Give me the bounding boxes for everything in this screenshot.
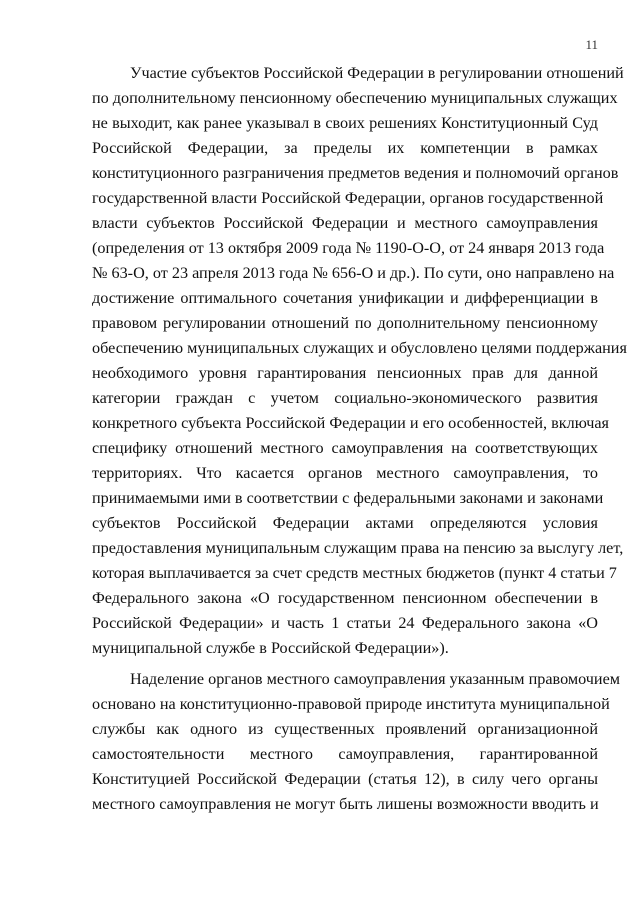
- page-number: 11: [585, 37, 598, 52]
- paragraph-1-line: необходимого уровня гарантирования пенсионных прав для данной: [92, 364, 598, 382]
- paragraph-2-line: основано на конституционно-правовой природе института муниципальной: [92, 695, 610, 713]
- paragraph-2-line: местного самоуправления не могут быть лишены возможности вводить и: [92, 795, 599, 813]
- paragraph-1-line: конституционного разграничения предметов ведения и полномочий органов: [92, 164, 619, 182]
- paragraph-1-line: конкретного субъекта Российской Федерации и его особенностей, включая: [92, 414, 609, 432]
- paragraph-2-line: Наделение органов местного самоуправления указанным правомочием: [130, 670, 621, 688]
- paragraph-1-line: территориях. Что касается органов местного самоуправления, то: [92, 464, 598, 482]
- paragraph-1-line: специфику отношений местного самоуправления на соответствующих: [92, 439, 598, 457]
- paragraph-1-line: предоставления муниципальным служащим права на пенсию за выслугу лет,: [92, 539, 624, 557]
- paragraph-1-line: принимаемыми ими в соответствии с федеральными законами и законами: [92, 489, 604, 507]
- paragraph-1-line: Федерального закона «О государственном пенсионном обеспечении в: [92, 589, 598, 607]
- paragraph-1-line: № 63-О, от 23 апреля 2013 года № 656-О и др.). По сути, оно направлено на: [92, 264, 615, 282]
- paragraph-1-line: (определения от 13 октября 2009 года № 1190-О-О, от 24 января 2013 года: [92, 239, 605, 257]
- paragraph-2-line: самостоятельности местного самоуправления, гарантированной: [92, 745, 598, 763]
- paragraph-1-line: Российской Федерации, за пределы их компетенции в рамках: [92, 139, 598, 157]
- paragraph-2-line: Конституцией Российской Федерации (статья 12), в силу чего органы: [92, 770, 598, 788]
- paragraph-2-line: службы как одного из существенных проявлений организационной: [92, 720, 598, 738]
- paragraph-1-line: которая выплачивается за счет средств местных бюджетов (пункт 4 статьи 7: [92, 564, 617, 582]
- paragraph-1-line: Российской Федерации» и часть 1 статьи 24 Федерального закона «О: [92, 614, 598, 632]
- paragraph-1-line: правовом регулировании отношений по дополнительному пенсионному: [92, 314, 598, 332]
- paragraph-1-line: обеспечению муниципальных служащих и обусловлено целями поддержания: [92, 339, 627, 357]
- paragraph-1-line: государственной власти Российской Федерации, органов государственной: [92, 189, 604, 207]
- paragraph-1-line: муниципальной службе в Российской Федерации»).: [92, 639, 449, 657]
- paragraph-1-line: не выходит, как ранее указывал в своих решениях Конституционный Суд: [92, 114, 598, 132]
- paragraph-1-line: по дополнительному пенсионному обеспечению муниципальных служащих: [92, 89, 618, 107]
- paragraph-1-line: категории граждан с учетом социально-экономического развития: [92, 389, 598, 407]
- paragraph-1-line: власти субъектов Российской Федерации и местного самоуправления: [92, 214, 598, 232]
- paragraph-1-line: достижение оптимального сочетания унификации и дифференциации в: [92, 289, 598, 307]
- paragraph-1-line: Участие субъектов Российской Федерации в регулировании отношений: [130, 64, 624, 82]
- paragraph-1-line: субъектов Российской Федерации актами определяются условия: [92, 514, 598, 532]
